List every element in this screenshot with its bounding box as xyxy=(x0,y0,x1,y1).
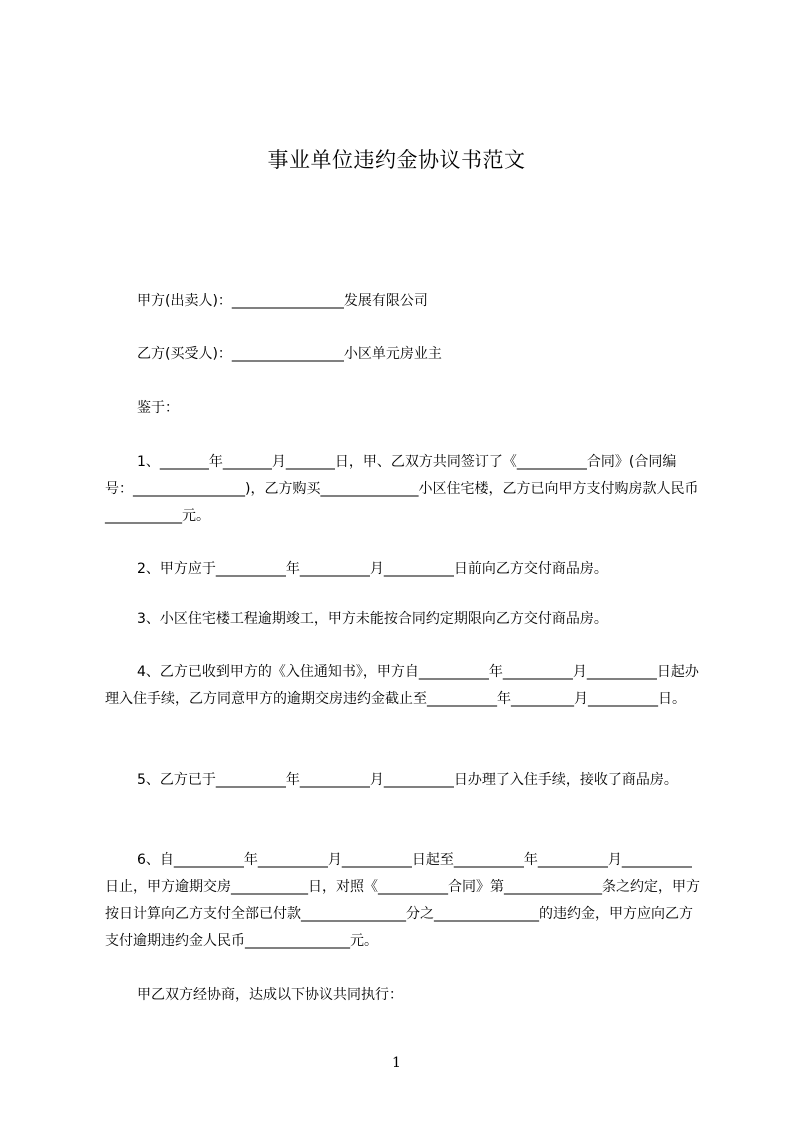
document-title: 事业单位违约金协议书范文 xyxy=(267,148,526,172)
clause-3: 3、小区住宅楼工程逾期竣工，甲方未能按合同约定期限向乙方交付商品房。 xyxy=(137,611,608,627)
whereas-heading: 鉴于： xyxy=(137,400,179,416)
clause-4: 4、乙方已收到甲方的《入住通知书》，甲方自__________年__________月__________日起办理入住手续，乙方同意甲方的逾期交房违约金截止至__________年_________月__________日。 xyxy=(105,664,699,707)
party-b-line: 乙方(买受人)：________________小区单元房业主 xyxy=(137,346,442,362)
agreement-intro: 甲乙双方经协商，达成以下协议共同执行： xyxy=(137,987,403,1003)
clause-2: 2、甲方应于__________年__________月__________日前向乙方交付商品房。 xyxy=(137,561,608,577)
clause-6: 6、自__________年__________月__________日起至__________年__________月__________日止，甲方逾期交房___________日，对照《__________合同》第______________条之约定，甲方按日计算向乙方支付全部已付款_______________分之_______________的违约金，甲方应向乙方支付逾期违约金人民币_______________元。 xyxy=(105,852,700,949)
clause-5: 5、乙方已于__________年__________月__________日办理了入住手续，接收了商品房。 xyxy=(137,772,678,788)
page-number: 1 xyxy=(392,1055,401,1071)
clause-1: 1、_______年_______月_______日，甲、乙双方共同签订了《__________合同》(合同编号：________________)，乙方购买______________小区住宅楼，乙方已向甲方支付购房款人民币___________元。 xyxy=(105,454,699,524)
party-a-line: 甲方(出卖人)：________________发展有限公司 xyxy=(137,293,428,309)
